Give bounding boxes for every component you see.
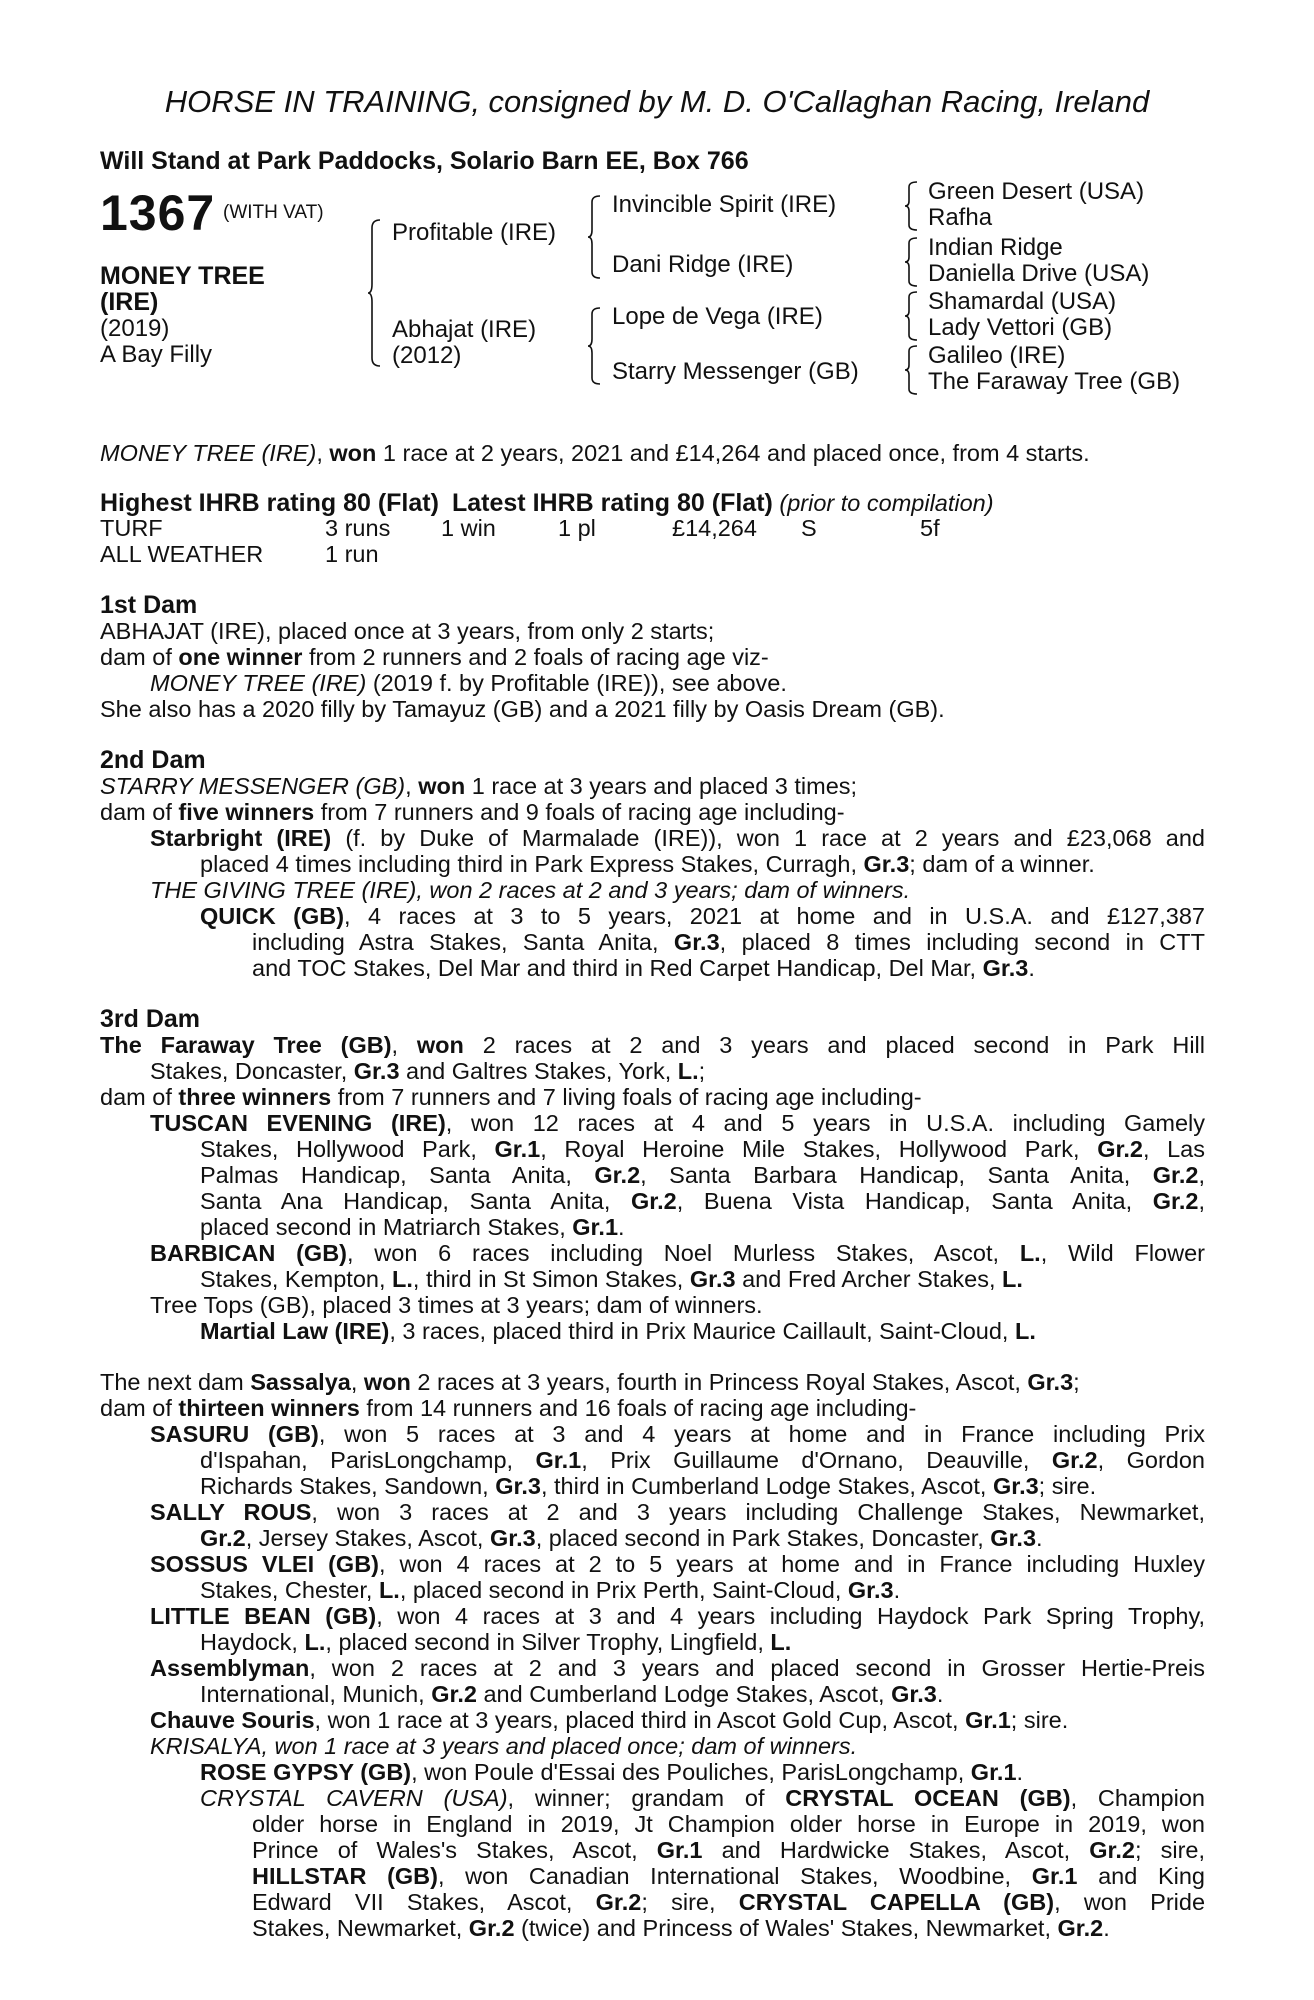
next-dam-line: Richards Stakes, Sandown, Gr.3, third in Cumberland Lodge Stakes, Ascot, Gr.3; sire. bbox=[200, 1473, 1097, 1499]
next-dam-line: LITTLE BEAN (GB), won 4 races at 3 and 4 years including Haydock Park Spring Trophy, bbox=[150, 1603, 1206, 1629]
ratings-line: Highest IHRB rating 80 (Flat) Latest IHRB rating 80 (Flat) (prior to compilation) bbox=[100, 489, 994, 517]
next-dam-line: The next dam Sassalya, won 2 races at 3 years, fourth in Princess Royal Stakes, Ascot, Gr.3; bbox=[100, 1369, 1080, 1395]
pedigree-bracket-ds bbox=[905, 290, 925, 342]
pedigree-sire: Profitable (IRE) bbox=[392, 219, 557, 246]
pedigree-bracket-sire bbox=[588, 194, 608, 280]
pedigree-bracket-ss bbox=[905, 180, 925, 232]
next-dam-line: SOSSUS VLEI (GB), won 4 races at 2 to 5 years at home and in France including Huxley bbox=[150, 1551, 1206, 1577]
third-dam-line: Martial Law (IRE), 3 races, placed third in Prix Maurice Caillault, Saint-Cloud, L. bbox=[200, 1318, 1036, 1344]
next-dam-line: Stakes, Chester, L., placed second in Prix Perth, Saint-Cloud, Gr.3. bbox=[200, 1577, 901, 1603]
second-dam-line: THE GIVING TREE (IRE), won 2 races at 2 and 3 years; dam of winners. bbox=[150, 877, 911, 903]
next-dam-line: dam of thirteen winners from 14 runners and 16 foals of racing age including- bbox=[100, 1395, 917, 1421]
third-dam-line: BARBICAN (GB), won 6 races including Noel Murless Stakes, Ascot, L., Wild Flower bbox=[150, 1240, 1205, 1266]
next-dam-line: CRYSTAL CAVERN (USA), winner; grandam of CRYSTAL OCEAN (GB), Champion bbox=[200, 1785, 1205, 1811]
second-dam-line: and TOC Stakes, Del Mar and third in Red Carpet Handicap, Del Mar, Gr.3. bbox=[252, 955, 1035, 981]
second-dam-line: STARRY MESSENGER (GB), won 1 race at 3 years and placed 3 times; bbox=[100, 773, 858, 799]
pedigree-bracket-sd bbox=[905, 236, 925, 288]
second-dam-heading: 2nd Dam bbox=[100, 746, 206, 774]
pedigree-sss: Green Desert (USA) bbox=[928, 178, 1145, 205]
first-dam-line: MONEY TREE (IRE) (2019 f. by Profitable (IRE)), see above. bbox=[150, 670, 787, 696]
third-dam-line: TUSCAN EVENING (IRE), won 12 races at 4 and 5 years in U.S.A. including Gamely bbox=[150, 1110, 1205, 1136]
next-dam-line: Assemblyman, won 2 races at 2 and 3 years and placed second in Grosser Hertie-Preis bbox=[150, 1655, 1205, 1681]
pedigree-dsd: Lady Vettori (GB) bbox=[928, 314, 1113, 341]
next-dam-line: Edward VII Stakes, Ascot, Gr.2; sire, CRYSTAL CAPELLA (GB), won Pride bbox=[252, 1889, 1206, 1915]
pedigree-dss: Shamardal (USA) bbox=[928, 288, 1117, 315]
horse-country: (IRE) bbox=[100, 288, 159, 316]
next-dam-line: older horse in England in 2019, Jt Champion older horse in Europe in 2019, won bbox=[252, 1811, 1205, 1837]
next-dam-line: SALLY ROUS, won 3 races at 2 and 3 years including Challenge Stakes, Newmarket, bbox=[150, 1499, 1205, 1525]
pedigree-dds: Galileo (IRE) bbox=[928, 342, 1066, 369]
second-dam-line: QUICK (GB), 4 races at 3 to 5 years, 2021 at home and in U.S.A. and £127,387 bbox=[200, 903, 1205, 929]
pedigree-dam: Abhajat (IRE) bbox=[392, 316, 537, 343]
next-dam-line: d'Ispahan, ParisLongchamp, Gr.1, Prix Guillaume d'Ornano, Deauville, Gr.2, Gordon bbox=[200, 1447, 1205, 1473]
horse-name: MONEY TREE bbox=[100, 262, 265, 290]
next-dam-line: Gr.2, Jersey Stakes, Ascot, Gr.3, placed second in Park Stakes, Doncaster, Gr.3. bbox=[200, 1525, 1043, 1551]
pedigree-sire-sire: Invincible Spirit (IRE) bbox=[612, 191, 837, 218]
next-dam-line: HILLSTAR (GB), won Canadian International Stakes, Woodbine, Gr.1 and King bbox=[252, 1863, 1205, 1889]
next-dam-line: ROSE GYPSY (GB), won Poule d'Essai des Pouliches, ParisLongchamp, Gr.1. bbox=[200, 1759, 1024, 1785]
lot-vat-note: (WITH VAT) bbox=[223, 202, 324, 223]
third-dam-line: Stakes, Hollywood Park, Gr.1, Royal Heroine Mile Stakes, Hollywood Park, Gr.2, Las bbox=[200, 1136, 1205, 1162]
horse-description: A Bay Filly bbox=[100, 341, 213, 368]
third-dam-line: Stakes, Doncaster, Gr.3 and Galtres Stakes, York, L.; bbox=[150, 1058, 706, 1084]
lot-number: 1367 bbox=[100, 185, 216, 241]
second-dam-line: including Astra Stakes, Santa Anita, Gr.3, placed 8 times including second in CTT bbox=[252, 929, 1205, 955]
pedigree-dam-year: (2012) bbox=[392, 342, 462, 369]
second-dam-line: placed 4 times including third in Park Express Stakes, Curragh, Gr.3; dam of a winner. bbox=[200, 851, 1095, 877]
pedigree-bracket-dd bbox=[905, 344, 925, 396]
third-dam-line: The Faraway Tree (GB), won 2 races at 2 and 3 years and placed second in Park Hill bbox=[100, 1032, 1205, 1058]
first-dam-line: dam of one winner from 2 runners and 2 foals of racing age viz- bbox=[100, 644, 769, 670]
second-dam-line: dam of five winners from 7 runners and 9 foals of racing age including- bbox=[100, 799, 845, 825]
third-dam-line: dam of three winners from 7 runners and 7 living foals of racing age including- bbox=[100, 1084, 922, 1110]
pedigree-dam-dam: Starry Messenger (GB) bbox=[612, 358, 859, 385]
pedigree-ddd: The Faraway Tree (GB) bbox=[928, 368, 1181, 395]
next-dam-line: KRISALYA, won 1 race at 3 years and placed once; dam of winners. bbox=[150, 1733, 858, 1759]
first-dam-heading: 1st Dam bbox=[100, 591, 198, 619]
next-dam-line: SASURU (GB), won 5 races at 3 and 4 years at home and in France including Prix bbox=[150, 1421, 1205, 1447]
race-summary: MONEY TREE (IRE), won 1 race at 2 years, 2021 and £14,264 and placed once, from 4 starts. bbox=[100, 440, 1090, 466]
pedigree-sds: Indian Ridge bbox=[928, 234, 1063, 261]
catalogue-page: HORSE IN TRAINING, consigned by M. D. O'Callaghan Racing, Ireland Will Stand at Park Paddocks, Solario Barn EE, Box 766 1367 (WITH VAT) MONEY TREE (IRE) (2019) A Bay Filly Profitable (IRE) Abhajat (IRE) (2012) Invincible Spirit (IRE) Dani Ridge (IRE) Lope de Vega (IRE) Starry Messenger (GB) Green Desert (USA) Rafha Indian Ridge Daniella Drive (USA) Shamardal (USA) Lady Vettori (GB) Galileo (IRE) The Faraway Tree (GB) MONEY TREE (IRE), won 1 race at 2 years, 2021 and £14,264 and placed once, from 4 starts. Highest IHRB rating 80 (Flat) Latest IHRB rating 80 (Flat) (prior to compilation) TURF 3 runs 1 win 1 pl £14,264 S 5f ALL WEATHER 1 run 1st Dam ABHAJAT (IRE), placed once at 3 years, from only 2 starts; dam of one winner from 2 runners and 2 foals of racing age viz- MONEY TREE (IRE) (2019 f. by Profitable (IRE)), see above. She also has a 2020 filly by Tamayuz (GB) and a 2021 filly by Oasis Dream (GB). 2nd Dam STARRY MESSENGER (GB), won 1 race at 3 years and placed 3 times; dam of five winners from 7 runners and 9 foals of racing age including- Starbright (IRE) (f. by Duke of Marmalade (IRE)), won 1 race at 2 years and £23,068 and placed 4 times including third in Park Express Stakes, Curragh, Gr.3; dam of a winner. THE GIVING TREE (IRE), won 2 races at 2 and 3 years; dam of winners. QUICK (GB), 4 races at 3 to 5 years, 2021 at home and in U.S.A. and £127,387 including Astra Stakes, Santa Anita, Gr.3, placed 8 times including second in CTT and TOC Stakes, Del Mar and third in Red Carpet Handicap, Del Mar, Gr.3. 3rd Dam The Faraway Tree (GB), won 2 races at 2 and 3 years and placed second in Park Hill Stakes, Doncaster, Gr.3 and Galtres Stakes, York, L.; dam of three winners from 7 runners and 7 living foals of racing age including- TUSCAN EVENING (IRE), won 12 races at 4 and 5 years in U.S.A. including Gamely Stakes, Hollywood Park, Gr.1, Royal Heroine Mile Stakes, Hollywood Park, Gr.2, Las Palmas Handicap, Santa Anita, Gr.2, Santa Barbara Handicap, Santa Anita, Gr.2, Santa Ana Handicap, Santa Anita, Gr.2, Buena Vista Handicap, Santa Anita, Gr.2, placed second in Matriarch Stakes, Gr.1. BARBICAN (GB), won 6 races including Noel Murless Stakes, Ascot, L., Wild Flower Stakes, Kempton, L., third in St Simon Stakes, Gr.3 and Fred Archer Stakes, L. Tree Tops (GB), placed 3 times at 3 years; dam of winners. Martial Law (IRE), 3 races, placed third in Prix Maurice Caillault, Saint-Cloud, L. The next dam Sassalya, won 2 races at 3 years, fourth in Princess Royal Stakes, Ascot, Gr.3; dam of thirteen winners from 14 runners and 16 foals of racing age including- SASURU (GB), won 5 races at 3 and 4 years at home and in France including Prix d'Ispahan, ParisLongchamp, Gr.1, Prix Guillaume d'Ornano, Deauville, Gr.2, Gordon Richards Stakes, Sandown, Gr.3, third in Cumberland Lodge Stakes, Ascot, Gr.3; sire. SALLY ROUS, won 3 races at 2 and 3 years including Challenge Stakes, Newmarket, Gr.2, Jersey Stakes, Ascot, Gr.3, placed second in Park Stakes, Doncaster, Gr.3. SOSSUS VLEI (GB), won 4 races at 2 to 5 years at home and in France including Huxley Stakes, Chester, L., placed second in Prix Perth, Saint-Cloud, Gr.3. LITTLE BEAN (GB), won 4 races at 3 and 4 years including Haydock Park Spring Trophy, Haydock, L., placed second in Silver Trophy, Lingfield, L. Assemblyman, won 2 races at 2 and 3 years and placed second in Grosser Hertie-Preis International, Munich, Gr.2 and Cumberland Lodge Stakes, Ascot, Gr.3. Chauve Souris, won 1 race at 3 years, placed third in Ascot Gold Cup, Ascot, Gr.1; sire. KRISALYA, won 1 race at 3 years and placed once; dam of winners. ROSE GYPSY (GB), won Poule d'Essai des Pouliches, ParisLongchamp, Gr.1. CRYSTAL CAVERN (USA), winner; grandam of CRYSTAL OCEAN (GB), Champion older horse in England in 2019, Jt Champion older horse in Europe in 2019, won Prince of Wales's Stakes, Ascot, Gr.1 and Hardwicke Stakes, Ascot, Gr.2; sire, HILLSTAR (GB), won Canadian International Stakes, Woodbine, Gr.1 and King Edward VII Stakes, Ascot, Gr.2; sire, CRYSTAL CAPELLA (GB), won Pride Stakes, Newmarket, Gr.2 (twice) and Princess of Wales' Stakes, Newmarket, Gr.2. bbox=[0, 0, 1314, 2000]
stand-location: Will Stand at Park Paddocks, Solario Barn EE, Box 766 bbox=[100, 147, 749, 175]
next-dam-line: International, Munich, Gr.2 and Cumberland Lodge Stakes, Ascot, Gr.3. bbox=[200, 1681, 944, 1707]
horse-year: (2019) bbox=[100, 315, 170, 342]
second-dam-line: Starbright (IRE) (f. by Duke of Marmalade (IRE)), won 1 race at 2 years and £23,068 and bbox=[150, 825, 1206, 851]
third-dam-line: Santa Ana Handicap, Santa Anita, Gr.2, Buena Vista Handicap, Santa Anita, Gr.2, bbox=[200, 1188, 1205, 1214]
pedigree-sdd: Daniella Drive (USA) bbox=[928, 260, 1150, 287]
next-dam-line: Chauve Souris, won 1 race at 3 years, placed third in Ascot Gold Cup, Ascot, Gr.1; sire. bbox=[150, 1707, 1069, 1733]
third-dam-line: Stakes, Kempton, L., third in St Simon Stakes, Gr.3 and Fred Archer Stakes, L. bbox=[200, 1266, 1023, 1292]
first-dam-line: ABHAJAT (IRE), placed once at 3 years, from only 2 starts; bbox=[100, 618, 715, 644]
third-dam-line: Tree Tops (GB), placed 3 times at 3 years; dam of winners. bbox=[150, 1292, 763, 1318]
third-dam-line: placed second in Matriarch Stakes, Gr.1. bbox=[200, 1214, 625, 1240]
pedigree-bracket-dam bbox=[588, 306, 608, 386]
next-dam-line: Haydock, L., placed second in Silver Trophy, Lingfield, L. bbox=[200, 1629, 792, 1655]
third-dam-line: Palmas Handicap, Santa Anita, Gr.2, Santa Barbara Handicap, Santa Anita, Gr.2, bbox=[200, 1162, 1205, 1188]
page-title: HORSE IN TRAINING, consigned by M. D. O'Callaghan Racing, Ireland bbox=[164, 84, 1150, 119]
next-dam-line: Stakes, Newmarket, Gr.2 (twice) and Princess of Wales' Stakes, Newmarket, Gr.2. bbox=[252, 1915, 1110, 1941]
pedigree-ssd: Rafha bbox=[928, 204, 993, 231]
first-dam-line: She also has a 2020 filly by Tamayuz (GB) and a 2021 filly by Oasis Dream (GB). bbox=[100, 696, 945, 722]
next-dam-line: Prince of Wales's Stakes, Ascot, Gr.1 and Hardwicke Stakes, Ascot, Gr.2; sire, bbox=[252, 1837, 1205, 1863]
pedigree-bracket-main bbox=[368, 218, 388, 368]
pedigree-dam-sire: Lope de Vega (IRE) bbox=[612, 303, 823, 330]
pedigree-sire-dam: Dani Ridge (IRE) bbox=[612, 251, 794, 278]
third-dam-heading: 3rd Dam bbox=[100, 1005, 201, 1033]
